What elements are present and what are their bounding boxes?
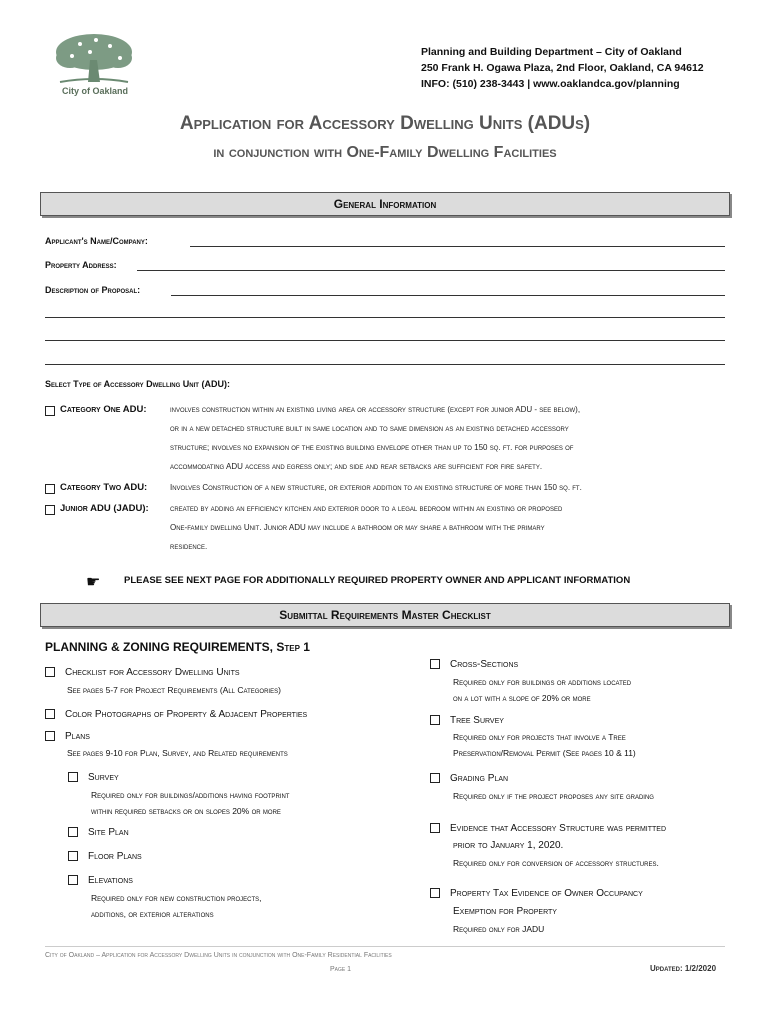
elevations-note: Required only for new construction projects, — [91, 893, 262, 903]
adu-checklist-note: See pages 5-7 for Project Requirements (All Categories) — [67, 685, 281, 695]
checklist-item-survey[interactable]: Survey — [68, 772, 119, 783]
checklist-item-plans[interactable]: Plans — [45, 731, 90, 742]
footer-text: City of Oakland – Application for Accessory Dwelling Units in conjunction with One-Family Residential Facilities — [45, 952, 392, 959]
page-number: Page 1 — [330, 966, 352, 973]
category-one-description: or in a new detached structure built in same location and to same dimension as an existing detached accessory — [170, 424, 569, 433]
applicant-label: Applicant's Name/Company: — [45, 236, 148, 246]
checklist-item-photos[interactable]: Color Photographs of Property & Adjacent Properties — [45, 709, 307, 720]
proposal-field-line[interactable] — [45, 340, 725, 341]
elevations-note: additions, or exterior alterations — [91, 909, 214, 919]
checkbox[interactable] — [68, 772, 78, 782]
proposal-label: Description of Proposal: — [45, 285, 141, 295]
checklist-item-property-tax[interactable]: Property Tax Evidence of Owner Occupancy — [430, 888, 643, 899]
checklist-header: Submittal Requirements Master Checklist — [40, 603, 730, 627]
tree-survey-note: Preservation/Removal Permit (See pages 10 & 11) — [453, 748, 636, 758]
checklist-item-elevations[interactable]: Elevations — [68, 875, 133, 886]
page-subtitle: in conjunction with One-Family Dwelling Facilities — [213, 144, 557, 161]
checkbox[interactable] — [430, 888, 440, 898]
junior-adu-description: residence. — [170, 542, 208, 551]
category-two-checkbox[interactable] — [45, 484, 55, 494]
category-one-description: involves construction within an existing living area or accessory structure (except for junior ADU - see below), — [170, 405, 581, 414]
survey-note: within required setbacks or on slopes 20% or more — [91, 806, 281, 816]
address-line: 250 Frank H. Ogawa Plaza, 2nd Floor, Oakland, CA 94612 — [421, 62, 704, 74]
checkbox[interactable] — [68, 827, 78, 837]
category-two-description: Involves Construction of a new structure, or exterior addition to an existing structure of more than 150 sq. ft. — [170, 483, 582, 492]
proposal-field[interactable] — [171, 295, 725, 296]
checkbox[interactable] — [430, 773, 440, 783]
address-line: INFO: (510) 238-3443 | www.oaklandca.gov/planning — [421, 78, 680, 90]
checkbox[interactable] — [68, 851, 78, 861]
step-title: PLANNING & ZONING REQUIREMENTS, Step 1 — [45, 640, 310, 654]
proposal-field-line[interactable] — [45, 317, 725, 318]
checkbox[interactable] — [45, 709, 55, 719]
category-one-label: Category One ADU: — [60, 404, 147, 415]
category-one-description: structure; involves no expansion of the existing building envelope other than up to 150 sq. ft. for purposes of — [170, 443, 574, 452]
property-tax-line2: Exemption for Property — [453, 906, 557, 917]
checkbox[interactable] — [430, 659, 440, 669]
address-line: Planning and Building Department – City of Oakland — [421, 46, 682, 58]
pointing-hand-icon: ☛ — [86, 574, 101, 591]
department-address — [421, 44, 704, 92]
logo-label: City of Oakland — [62, 86, 129, 96]
category-one-description: accommodating ADU access and egress only; and side and rear setbacks are sufficient for fire safety. — [170, 462, 543, 471]
grading-plan-note: Required only if the project proposes any site grading — [453, 791, 654, 801]
junior-adu-checkbox[interactable] — [45, 505, 55, 515]
evidence-line2: prior to January 1, 2020. — [453, 840, 564, 851]
checklist-item-adu-checklist[interactable]: Checklist for Accessory Dwelling Units — [45, 667, 240, 678]
updated-date: Updated: 1/2/2020 — [650, 964, 717, 973]
checkbox[interactable] — [45, 731, 55, 741]
junior-adu-description: created by adding an efficiency kitchen and exterior door to a legal bedroom within an existing or proposed — [170, 504, 563, 513]
checklist-item-grading-plan[interactable]: Grading Plan — [430, 773, 508, 784]
plans-note: See pages 9-10 for Plan, Survey, and Related requirements — [67, 748, 288, 758]
cross-sections-note: Required only for buildings or additions located — [453, 677, 632, 687]
junior-adu-label: Junior ADU (JADU): — [60, 503, 149, 514]
page-title: Application for Accessory Dwelling Units (ADUs) — [179, 113, 591, 134]
junior-adu-description: One-family dwelling Unit. Junior ADU may include a bathroom or may share a bathroom with the primary — [170, 523, 545, 532]
adu-type-heading: Select Type of Accessory Dwelling Unit (ADU): — [45, 379, 230, 389]
checklist-item-cross-sections[interactable]: Cross-Sections — [430, 659, 518, 670]
category-one-checkbox[interactable] — [45, 406, 55, 416]
footer-divider — [45, 946, 725, 947]
checklist-item-evidence[interactable]: Evidence that Accessory Structure was permitted — [430, 823, 666, 834]
checklist-item-floor-plans[interactable]: Floor Plans — [68, 851, 142, 862]
property-address-label: Property Address: — [45, 260, 117, 270]
checkbox[interactable] — [430, 823, 440, 833]
next-page-notice: PLEASE SEE NEXT PAGE FOR ADDITIONALLY REQUIRED PROPERTY OWNER AND APPLICANT INFORMATION — [124, 575, 631, 586]
checkbox[interactable] — [45, 667, 55, 677]
category-two-label: Category Two ADU: — [60, 482, 148, 493]
checkbox[interactable] — [68, 875, 78, 885]
applicant-field[interactable] — [190, 246, 725, 247]
proposal-field-line[interactable] — [45, 364, 725, 365]
survey-note: Required only for buildings/additions having footprint — [91, 790, 290, 800]
checklist-item-site-plan[interactable]: Site Plan — [68, 827, 129, 838]
property-tax-note: Required only for JADU — [453, 924, 545, 934]
cross-sections-note: on a lot with a slope of 20% or more — [453, 693, 591, 703]
general-information-header: General Information — [40, 192, 730, 216]
checkbox[interactable] — [430, 715, 440, 725]
property-address-field[interactable] — [137, 270, 725, 271]
evidence-note: Required only for conversion of accessory structures. — [453, 858, 659, 868]
checklist-item-tree-survey[interactable]: Tree Survey — [430, 715, 504, 726]
tree-survey-note: Required only for projects that involve a Tree — [453, 732, 626, 742]
